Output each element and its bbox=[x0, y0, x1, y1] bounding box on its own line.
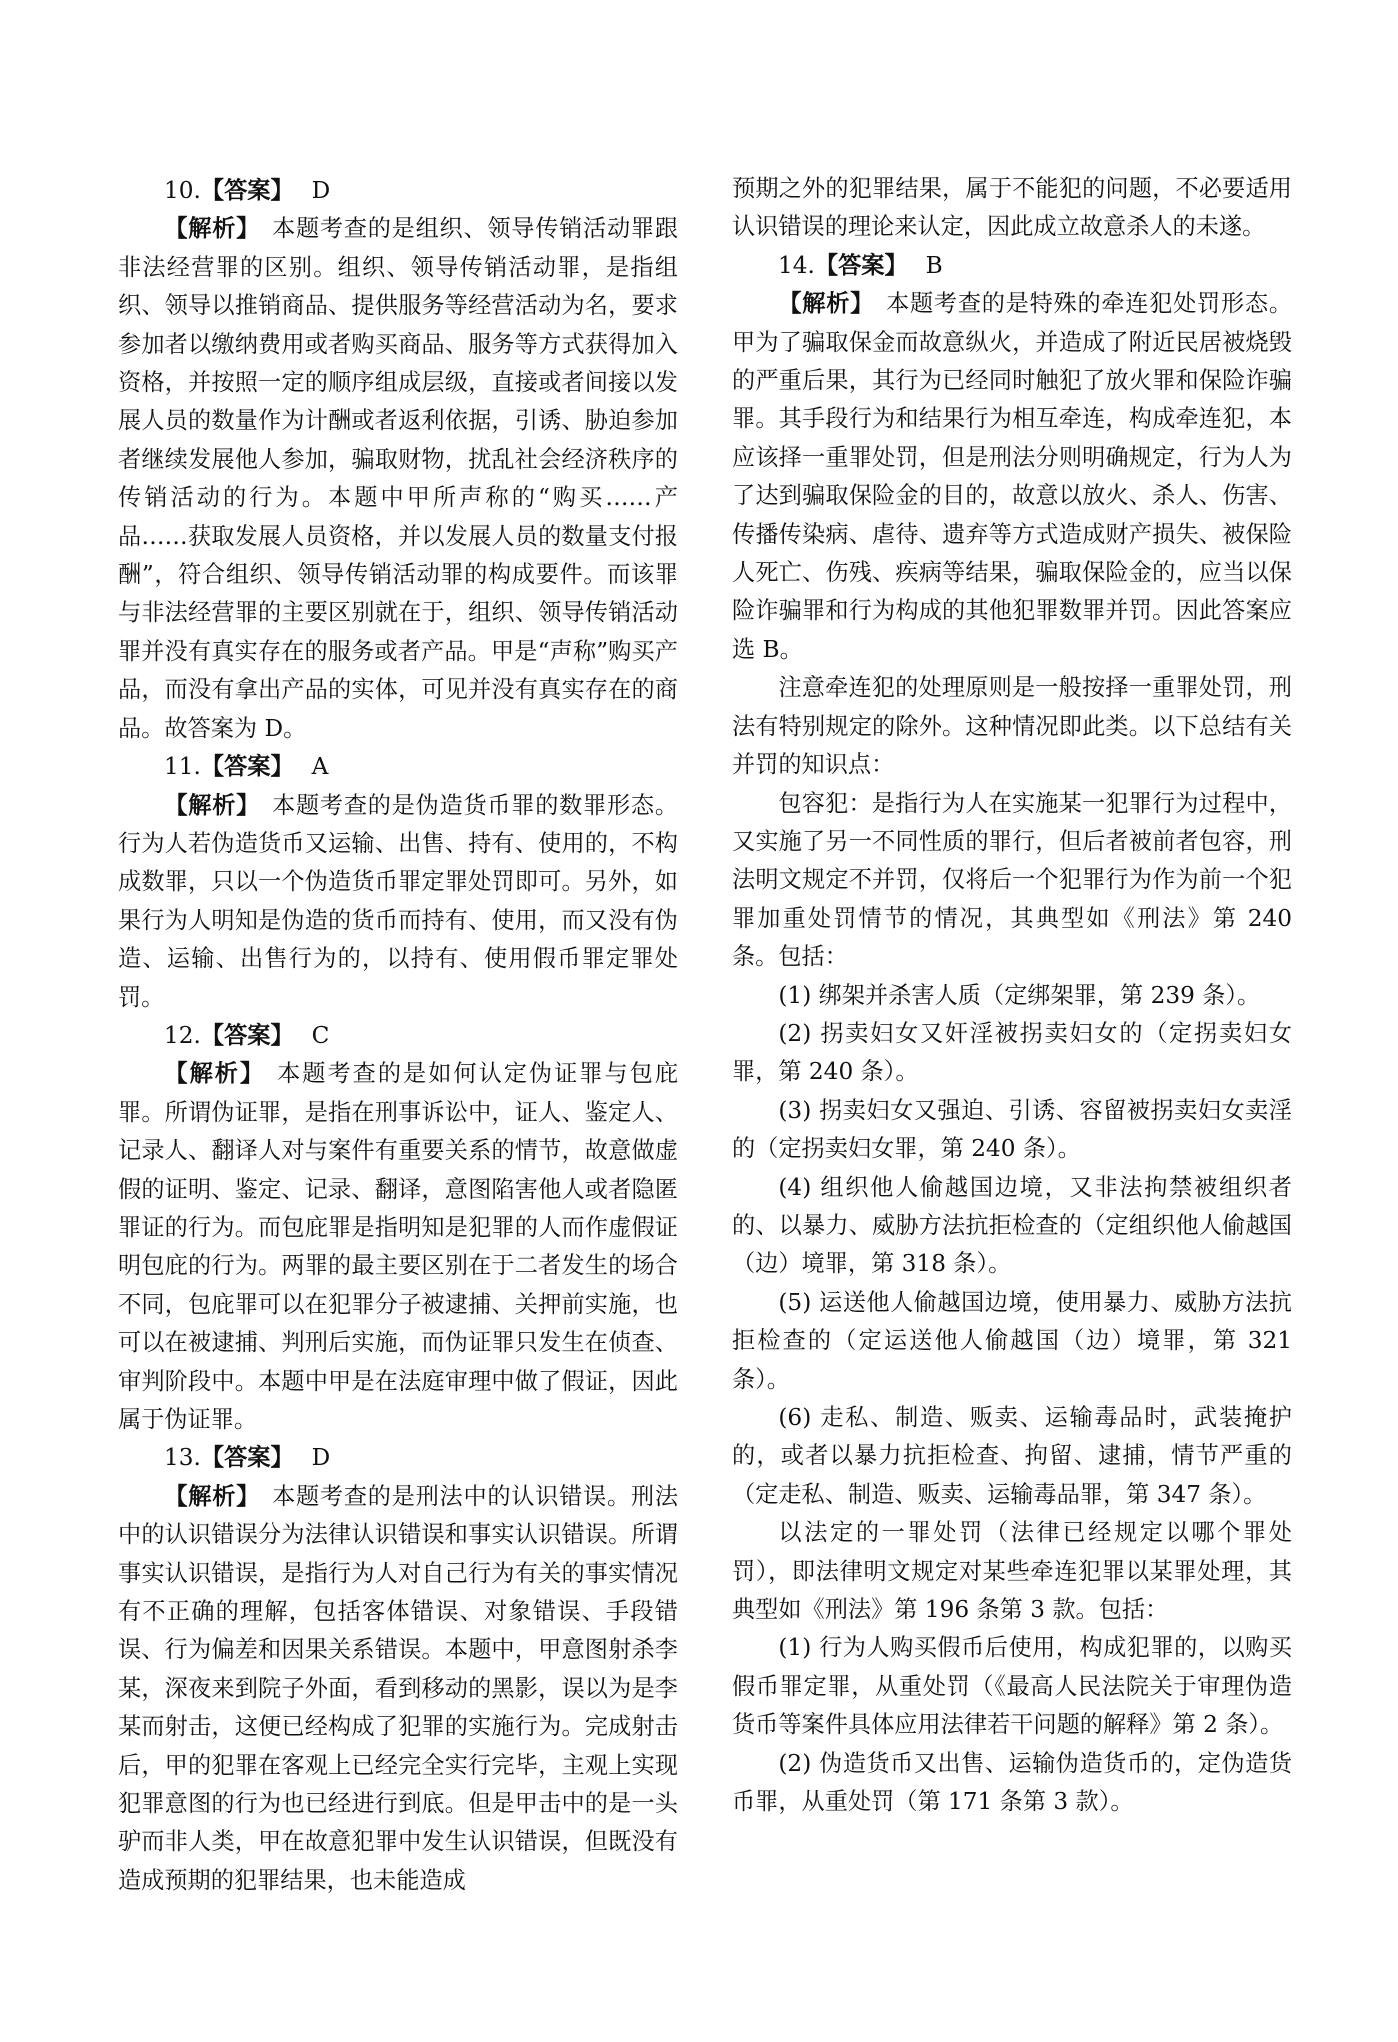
question-number: 12. bbox=[164, 1021, 201, 1049]
answer-value: B bbox=[925, 251, 943, 279]
list-item: (6) 走私、制造、贩卖、运输毒品时，武装掩护的，或者以暴力抗拒检查、拘留、逮捕，情节严重的（定走私、制造、贩卖、运输毒品罪，第 347 条）。 bbox=[732, 1404, 1292, 1508]
answer-tag: 【答案】 bbox=[200, 753, 294, 781]
analysis-13-continued: 预期之外的犯罪结果，属于不能犯的问题，不必要适用认识错误的理论来认定，因此成立故意杀人的未遂。 bbox=[732, 175, 1292, 241]
note-paragraph: 注意牵连犯的处理原则是一般按择一重罪处罚，刑法有特别规定的除外。这种情况即此类。以下总结有关并罚的知识点： bbox=[732, 674, 1292, 779]
answer-tag: 【答案】 bbox=[200, 177, 294, 204]
answer-value: A bbox=[311, 753, 329, 781]
answer-line-14 bbox=[732, 247, 1292, 285]
question-number: 11. bbox=[164, 753, 201, 781]
question-number: 10. bbox=[164, 177, 201, 204]
analysis-tag: 【解析】 bbox=[164, 1482, 261, 1510]
list-item: (2) 伪造货币又出售、运输伪造货币的，定伪造货币罪，从重处罚（第 171 条第 3 款）。 bbox=[732, 1749, 1292, 1816]
answer-value: C bbox=[311, 1021, 330, 1049]
analysis-tag: 【解析】 bbox=[164, 215, 261, 243]
left-column bbox=[118, 172, 678, 1900]
analysis-text: 本题考查的是特殊的牵连犯处罚形态。甲为了骗取保金而故意纵火，并造成了附近民居被烧毁的严重后果，其行为已经同时触犯了放火罪和保险诈骗罪。其手段行为和结果行为相互牵连，构成牵连犯，本应该择一重罪处罚，但是刑法分则明确规定，行为人为了达到骗取保险金的目的，故意以放火、杀人、伤害、传播传染病、虐待、遗弃等方式造成财产损失、被保险人死亡、伤残、疾病等结果，骗取保险金的，应当以保险诈骗罪和行为构成的其他犯罪数罪并罚。因此答案应选 B。 bbox=[732, 290, 1293, 663]
analysis-tag: 【解析】 bbox=[778, 290, 875, 318]
list-item: (5) 运送他人偷越国边境，使用暴力、威胁方法抗拒检查的（定运送他人偷越国（边）境罪，第 321 条）。 bbox=[732, 1288, 1292, 1393]
answer-tag: 【答案】 bbox=[200, 1021, 294, 1049]
analysis-13 bbox=[118, 1478, 678, 1900]
list-item: (1) 行为人购买假币后使用，构成犯罪的，以购买假币罪定罪，从重处罚（《最高人民法院关于审理伪造货币等案件具体应用法律若干问题的解释》第 2 条）。 bbox=[732, 1634, 1292, 1739]
analysis-text: 本题考查的是如何认定伪证罪与包庇罪。所谓伪证罪，是指在刑事诉讼中，证人、鉴定人、记录人、翻译人对与案件有重要关系的情节，故意做虚假的证明、鉴定、记录、翻译，意图陷害他人或者隐匿罪证的行为。而包庇罪是指明知是犯罪的人而作虚假证明包庇的行为。两罪的最主要区别在于二者发生的场合不同，包庇罪可以在犯罪分子被逮捕、关押前实施，也可以在被逮捕、判刑后实施，而伪证罪只发生在侦查、审判阶段中。本题中甲是在法庭审理中做了假证，因此属于伪证罪。 bbox=[118, 1060, 679, 1433]
analysis-text: 本题考查的是伪造货币罪的数罪形态。行为人若伪造货币又运输、出售、持有、使用的，不构成数罪，只以一个伪造货币罪定罪处罚即可。另外，如果行为人明知是伪造的货币而持有、使用，而又没有伪造、运输、出售行为的，以持有、使用假币罪定罪处罚。 bbox=[118, 791, 679, 1011]
list-item: (2) 拐卖妇女又奸淫被拐卖妇女的（定拐卖妇女罪，第 240 条）。 bbox=[732, 1019, 1292, 1086]
right-column bbox=[732, 170, 1292, 1821]
list-item: (4) 组织他人偷越国边境，又非法拘禁被组织者的、以暴力、威胁方法抗拒检查的（定组织他人偷越国（边）境罪，第 318 条）。 bbox=[732, 1173, 1292, 1278]
inclusive-offense-paragraph: 包容犯：是指行为人在实施某一犯罪行为过程中，又实施了另一不同性质的罪行，但后者被前者包容，刑法明文规定不并罚，仅将后一个犯罪行为作为前一个犯罪加重处罚情节的情况，其典型如《刑法》第 240 条。包括： bbox=[732, 789, 1292, 971]
answer-line-13 bbox=[118, 1439, 678, 1477]
answer-value: D bbox=[311, 1444, 331, 1472]
analysis-11 bbox=[118, 787, 678, 1017]
list-item: (3) 拐卖妇女又强迫、引诱、容留被拐卖妇女卖淫的（定拐卖妇女罪，第 240 条）。 bbox=[732, 1096, 1292, 1163]
answer-value: D bbox=[311, 177, 331, 204]
analysis-tag: 【解析】 bbox=[164, 1060, 266, 1088]
analysis-tag: 【解析】 bbox=[164, 791, 261, 819]
list-item: (1) 绑架并杀害人质（定绑架罪，第 239 条）。 bbox=[778, 981, 1261, 1009]
answer-tag: 【答案】 bbox=[200, 1444, 294, 1472]
analysis-14 bbox=[732, 285, 1292, 669]
answer-line-11 bbox=[118, 748, 678, 786]
analysis-text: 本题考查的是组织、领导传销活动罪跟非法经营罪的区别。组织、领导传销活动罪，是指组织、领导以推销商品、提供服务等经营活动为名，要求参加者以缴纳费用或者购买商品、服务等方式获得加入资格，并按照一定的顺序组成层级，直接或者间接以发展人员的数量作为计酬或者返利依据，引诱、胁迫参加者继续发展他人参加，骗取财物，扰乱社会经济秩序的传销活动的行为。本题中甲所声称的“购买……产品……获取发展人员资格，并以发展人员的数量支付报酬”，符合组织、领导传销活动罪的构成要件。而该罪与非法经营罪的主要区别就在于，组织、领导传销活动罪并没有真实存在的服务或者产品。甲是“声称”购买产品，而没有拿出产品的实体，可见并没有真实存在的商品。故答案为 D。 bbox=[118, 215, 679, 742]
statutory-offense-paragraph: 以法定的一罪处罚（法律已经规定以哪个罪处罚），即法律明文规定对某些牵连犯罪以某罪处理，其典型如《刑法》第 196 条第 3 款。包括： bbox=[732, 1519, 1292, 1624]
answer-tag: 【答案】 bbox=[814, 251, 908, 279]
question-number: 13. bbox=[164, 1444, 201, 1472]
answer-line-12 bbox=[118, 1017, 678, 1055]
analysis-12 bbox=[118, 1055, 678, 1439]
analysis-10 bbox=[118, 210, 678, 748]
analysis-text: 本题考查的是刑法中的认识错误。刑法中的认识错误分为法律认识错误和事实认识错误。所谓事实认识错误，是指行为人对自己行为有关的事实情况有不正确的理解，包括客体错误、对象错误、手段错误、行为偏差和因果关系错误。本题中，甲意图射杀李某，深夜来到院子外面，看到移动的黑影，误以为是李某而射击，这便已经构成了犯罪的实施行为。完成射击后，甲的犯罪在客观上已经完全实行完毕，主观上实现犯罪意图的行为也已经进行到底。但是甲击中的是一头驴而非人类，甲在故意犯罪中发生认识错误，但既没有造成预期的犯罪结果，也未能造成 bbox=[118, 1482, 679, 1894]
question-number: 14. bbox=[778, 251, 815, 279]
answer-line-10 bbox=[118, 172, 678, 210]
